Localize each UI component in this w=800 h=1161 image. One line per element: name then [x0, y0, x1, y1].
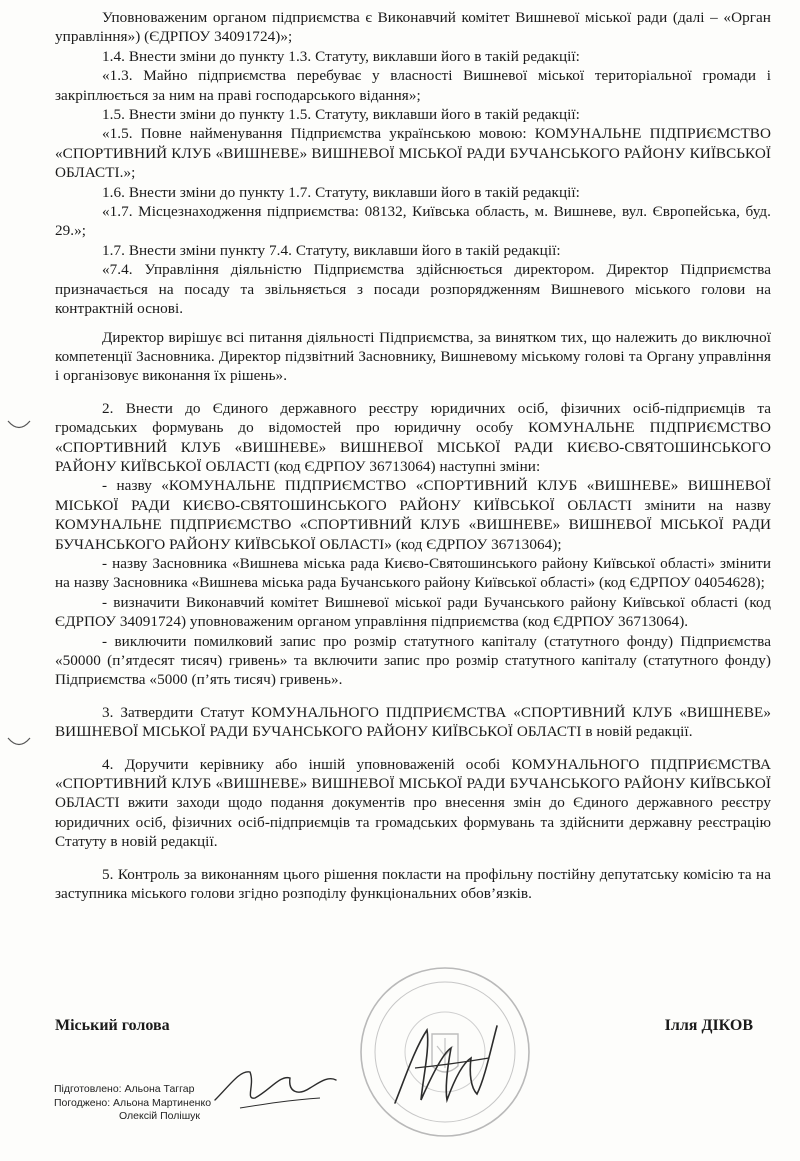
- document-body: [55, 0, 771, 903]
- list-item: - виключити помилковий запис про розмір статутного капіталу (статутного фонду) Підприємства «50000 (п’ятдесят тисяч) гривень» та включити запис про розмір статутного капіталу (статутного фонду) Підприємства «5000 (п’ять тисяч) гривень».: [55, 632, 771, 689]
- paragraph: «7.4. Управління діяльністю Підприємства здійснюється директором. Директор Підприємства призначається на посаду та звільняється з посади розпорядженням Вишневого міського голови на контрактній основі.: [55, 261, 771, 318]
- paragraph: 3. Затвердити Статут КОМУНАЛЬНОГО ПІДПРИЄМСТВА «СПОРТИВНИЙ КЛУБ «ВИШНЕВЕ» ВИШНЕВОЇ МІСЬКОЇ РАДИ БУЧАНСЬКОГО РАЙОНУ КИЇВСЬКОЇ ОБЛАСТІ в новій редакції.: [55, 703, 771, 741]
- signatory-name: Ілля ДІКОВ: [664, 1017, 753, 1034]
- paragraph: Директор вирішує всі питання діяльності Підприємства, за винятком тих, що належить до виключної компетенції Засновника. Директор підзвітний Засновнику, Вишневому міському голові та Органу управління і організовує виконання їх рішень».: [55, 328, 771, 385]
- paragraph: Уповноваженим органом підприємства є Виконавчий комітет Вишневої міської ради (далі – «Орган управління») (ЄДРПОУ 34091724)»;: [55, 9, 771, 46]
- punch-hole-mark: [6, 418, 32, 434]
- paragraph: 1.6. Внести зміни до пункту 1.7. Статуту, виклавши його в такій редакції:: [102, 183, 580, 201]
- mayor-signature: [385, 1008, 505, 1118]
- agreed-by: Погоджено: Альона Мартиненко: [54, 1096, 212, 1109]
- signatory-title: Міський голова: [55, 1017, 170, 1034]
- prepared-by: Підготовлено: Альона Таггар: [54, 1083, 195, 1095]
- agreed-by-second: Олексій Полішук: [119, 1110, 200, 1122]
- list-item: - назву Засновника «Вишнева міська рада Києво-Святошинського району Київської області» змінити на назву Засновника «Вишнева міська рада Бучанського району Київської області» (код ЄДРПОУ 04054628);: [55, 554, 771, 592]
- paragraph: «1.5. Повне найменування Підприємства українською мовою: КОМУНАЛЬНЕ ПІДПРИЄМСТВО «СПОРТИВНИЙ КЛУБ «ВИШНЕВЕ» ВИШНЕВОЇ МІСЬКОЇ РАДИ БУЧАНСЬКОГО РАЙОНУ КИЇВСЬКОЇ ОБЛАСТІ.»;: [55, 125, 771, 182]
- punch-hole-mark: [6, 735, 32, 751]
- list-item: - назву «КОМУНАЛЬНЕ ПІДПРИЄМСТВО «СПОРТИВНИЙ КЛУБ «ВИШНЕВЕ» ВИШНЕВОЇ МІСЬКОЇ РАДИ КИЄВО-СВЯТОШИНСЬКОГО РАЙОНУ КИЇВСЬКОЇ ОБЛАСТІ змінити на назву КОМУНАЛЬНЕ ПІДПРИЄМСТВО «СПОРТИВНИЙ КЛУБ «ВИШНЕВЕ» ВИШНЕВОЇ МІСЬКОЇ РАДИ БУЧАНСЬКОГО РАЙОНУ КИЇВСЬКОЇ ОБЛАСТІ» (код ЄДРПОУ 36713064);: [55, 477, 771, 553]
- paragraph: 1.7. Внести зміни пункту 7.4. Статуту, виклавши його в такій редакції:: [102, 241, 561, 259]
- paragraph: 2. Внести до Єдиного державного реєстру юридичних осіб, фізичних осіб-підприємців та громадських формувань до відомостей про юридичну особу КОМУНАЛЬНЕ ПІДПРИЄМСТВО «СПОРТИВНИЙ КЛУБ «ВИШНЕВЕ» ВИШНЕВОЇ МІСЬКОЇ РАДИ КИЄВО-СВЯТОШИНСЬКОГО РАЙОНУ КИЇВСЬКОЇ ОБЛАСТІ (код ЄДРПОУ 36713064) наступні зміни:: [55, 399, 771, 475]
- paragraph: «1.3. Майно підприємства перебуває у власності Вишневої міської територіальної громади і закріплюється за ним на праві господарського відання»;: [55, 67, 771, 104]
- footer-approvals: [54, 1083, 211, 1124]
- initials-signature: [210, 1060, 340, 1115]
- paragraph: 1.5. Внести зміни до пункту 1.5. Статуту, виклавши його в такій редакції:: [102, 106, 580, 124]
- paragraph: 4. Доручити керівнику або іншій уповноваженій особі КОМУНАЛЬНОГО ПІДПРИЄМСТВА «СПОРТИВНИЙ КЛУБ «ВИШНЕВЕ» ВИШНЕВОЇ МІСЬКОЇ РАДИ БУЧАНСЬКОГО РАЙОНУ КИЇВСЬКОЇ ОБЛАСТІ вжити заходи щодо подання документів про внесення змін до Єдиного державного реєстру юридичних осіб, фізичних осіб-підприємців та громадських формувань та здійснити державну реєстрацію Статуту в новій редакції.: [55, 755, 771, 851]
- paragraph: 5. Контроль за виконанням цього рішення покласти на профільну постійну депутатську комісію та на заступника міського голови згідно розподілу функціональних обов’язків.: [55, 865, 771, 903]
- paragraph: 1.4. Внести зміни до пункту 1.3. Статуту, виклавши його в такій редакції:: [102, 47, 580, 65]
- list-item: - визначити Виконавчий комітет Вишневої міської ради Бучанського району Київської області (код ЄДРПОУ 34091724) уповноваженим органом управління підприємства (код ЄДРПОУ 36713064).: [55, 593, 771, 631]
- paragraph: «1.7. Місцезнаходження підприємства: 08132, Київська область, м. Вишневе, вул. Європейська, буд. 29.»;: [55, 203, 771, 240]
